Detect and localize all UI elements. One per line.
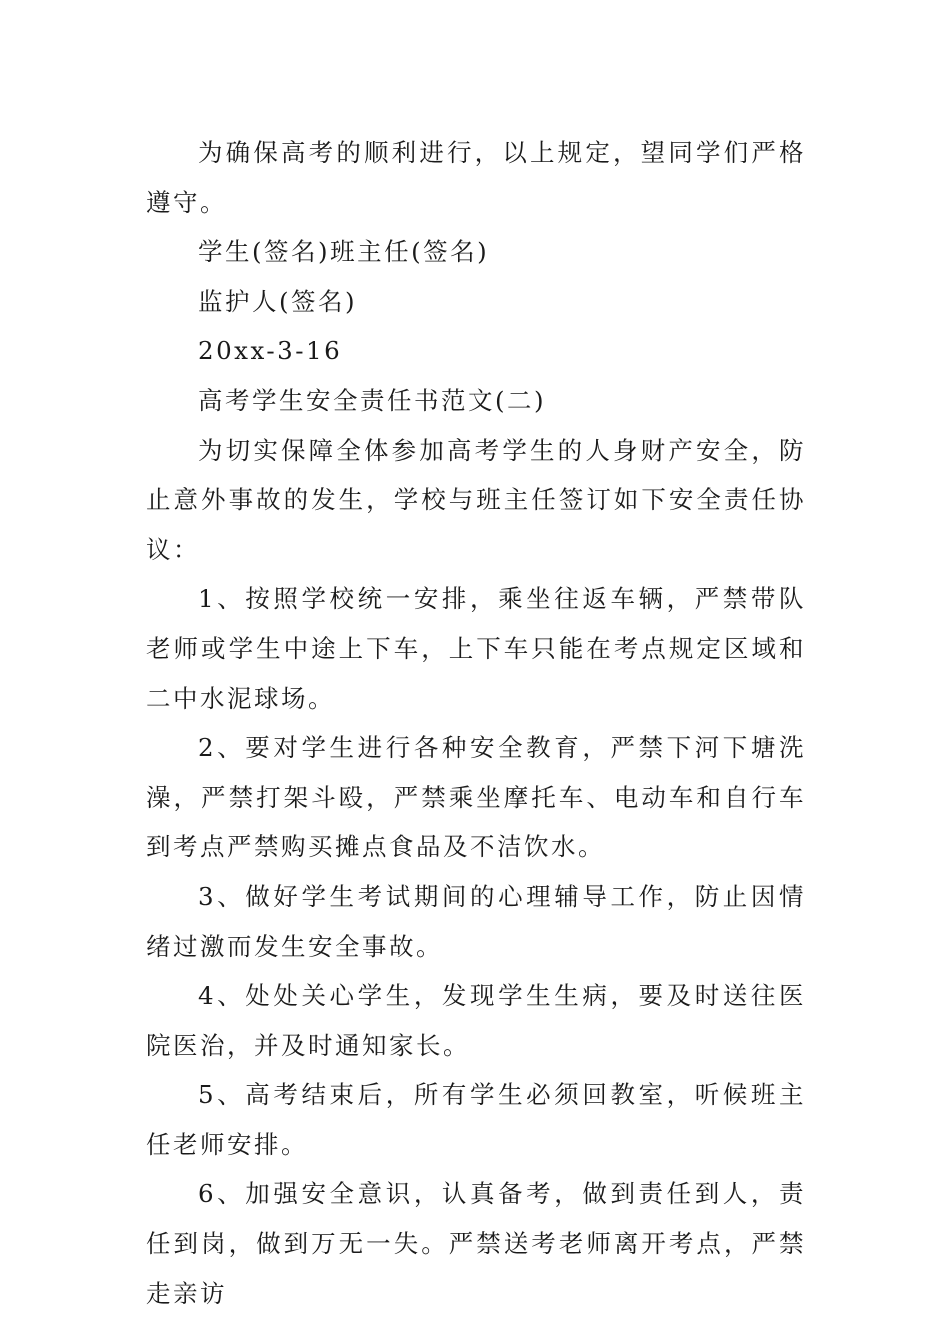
clause-3: 3、做好学生考试期间的心理辅导工作，防止因情绪过激而发生安全事故。 — [146, 881, 806, 961]
document-page — [146, 128, 806, 1318]
document-date: 20xx-3-16 — [198, 336, 343, 366]
intro-paragraph: 为切实保障全体参加高考学生的人身财产安全，防止意外事故的发生，学校与班主任签订如下安全责任协议： — [146, 435, 806, 564]
signature-line-student-teacher: 学生(签名)班主任(签名) — [198, 237, 490, 267]
clause-6: 6、加强安全意识，认真备考，做到责任到人，责任到岗，做到万无一失。严禁送考老师离开考点，严禁走亲访 — [146, 1179, 806, 1308]
clause-5: 5、高考结束后，所有学生必须回教室，听候班主任老师安排。 — [146, 1080, 806, 1159]
clause-2: 2、要对学生进行各种安全教育，严禁下河下塘洗澡，严禁打架斗殴，严禁乘坐摩托车、电动车和自行车到考点严禁购买摊点食品及不洁饮水。 — [146, 733, 806, 862]
closing-paragraph: 为确保高考的顺利进行，以上规定，望同学们严格遵守。 — [146, 138, 806, 217]
clause-1: 1、按照学校统一安排，乘坐往返车辆，严禁带队老师或学生中途上下车，上下车只能在考点规定区域和二中水泥球场。 — [146, 584, 806, 713]
section-heading: 高考学生安全责任书范文(二) — [198, 385, 547, 415]
signature-line-guardian: 监护人(签名) — [198, 286, 358, 316]
clause-4: 4、处处关心学生，发现学生生病，要及时送往医院医治，并及时通知家长。 — [146, 981, 806, 1060]
